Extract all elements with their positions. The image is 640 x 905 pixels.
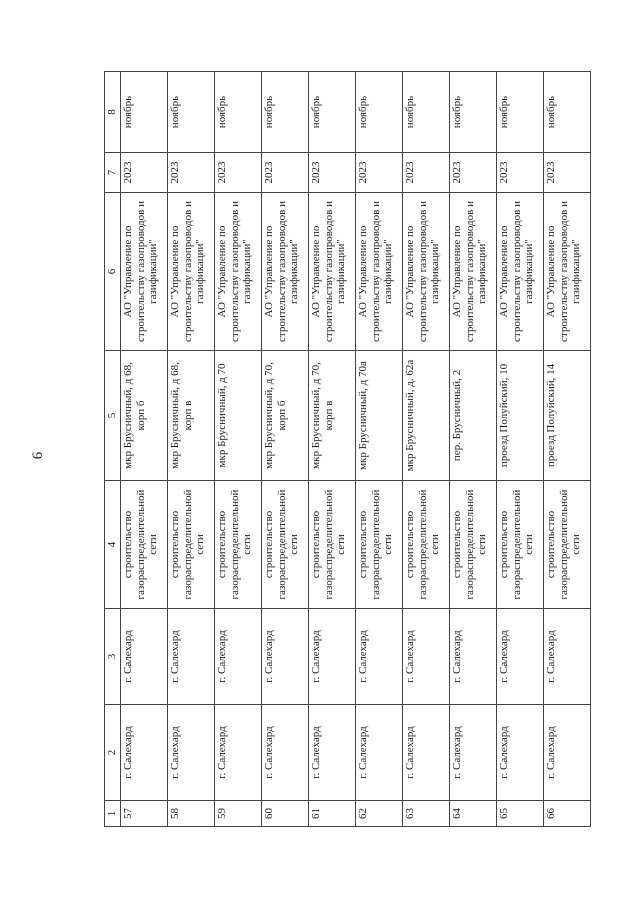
locality-cell: г. Салехард: [121, 609, 168, 705]
district-cell: г. Салехард: [356, 705, 403, 801]
row-number-cell: 66: [544, 801, 591, 827]
table-row: [497, 72, 544, 827]
organization-cell: АО "Управление по строительству газопроводов и газификации": [403, 193, 450, 351]
column-number: 4: [105, 481, 121, 609]
table-row: [262, 72, 309, 827]
table-row: [168, 72, 215, 827]
locality-cell: г. Салехард: [497, 609, 544, 705]
year-cell: 2023: [356, 153, 403, 193]
work-type-cell: строительство газораспределительной сети: [450, 481, 497, 609]
work-type-cell: строительство газораспределительной сети: [262, 481, 309, 609]
address-cell: проезд Полуйский, 14: [544, 351, 591, 481]
column-number: 5: [105, 351, 121, 481]
address-cell: мкр Брусничный, д 70, корп б: [262, 351, 309, 481]
work-type-cell: строительство газораспределительной сети: [215, 481, 262, 609]
year-cell: 2023: [215, 153, 262, 193]
organization-cell: АО "Управление по строительству газопроводов и газификации": [309, 193, 356, 351]
organization-cell: АО "Управление по строительству газопроводов и газификации": [262, 193, 309, 351]
district-cell: г. Салехард: [215, 705, 262, 801]
district-cell: г. Салехард: [403, 705, 450, 801]
month-cell: ноябрь: [168, 72, 215, 153]
month-cell: ноябрь: [356, 72, 403, 153]
work-type-cell: строительство газораспределительной сети: [497, 481, 544, 609]
district-cell: г. Салехард: [168, 705, 215, 801]
month-cell: ноябрь: [450, 72, 497, 153]
locality-cell: г. Салехард: [544, 609, 591, 705]
month-cell: ноябрь: [215, 72, 262, 153]
column-number: 7: [105, 153, 121, 193]
locality-cell: г. Салехард: [450, 609, 497, 705]
locality-cell: г. Салехард: [168, 609, 215, 705]
table-row: [544, 72, 591, 827]
year-cell: 2023: [309, 153, 356, 193]
table-container: [104, 72, 583, 827]
row-number-cell: 58: [168, 801, 215, 827]
year-cell: 2023: [497, 153, 544, 193]
address-cell: пер. Брусничный, 2: [450, 351, 497, 481]
organization-cell: АО "Управление по строительству газопроводов и газификации": [544, 193, 591, 351]
year-cell: 2023: [168, 153, 215, 193]
address-cell: мкр Брусничный, д 68, корп в: [168, 351, 215, 481]
address-cell: мкр Брусничный, д 68, корп б: [121, 351, 168, 481]
year-cell: 2023: [544, 153, 591, 193]
district-cell: г. Салехард: [262, 705, 309, 801]
page-number: 9: [28, 451, 45, 460]
locality-cell: г. Салехард: [403, 609, 450, 705]
work-type-cell: строительство газораспределительной сети: [356, 481, 403, 609]
address-cell: мкр Брусничный, д 70, корп в: [309, 351, 356, 481]
month-cell: ноябрь: [121, 72, 168, 153]
organization-cell: АО "Управление по строительству газопроводов и газификации": [450, 193, 497, 351]
work-type-cell: строительство газораспределительной сети: [168, 481, 215, 609]
organization-cell: АО "Управление по строительству газопроводов и газификации": [497, 193, 544, 351]
row-number-cell: 59: [215, 801, 262, 827]
organization-cell: АО "Управление по строительству газопроводов и газификации": [168, 193, 215, 351]
work-type-cell: строительство газораспределительной сети: [121, 481, 168, 609]
table-row: [450, 72, 497, 827]
column-number: 3: [105, 609, 121, 705]
row-number-cell: 61: [309, 801, 356, 827]
year-cell: 2023: [450, 153, 497, 193]
year-cell: 2023: [262, 153, 309, 193]
column-number: 6: [105, 193, 121, 351]
address-cell: мкр Брусничный, д 70: [215, 351, 262, 481]
organization-cell: АО "Управление по строительству газопроводов и газификации": [121, 193, 168, 351]
row-number-cell: 62: [356, 801, 403, 827]
table-row: [403, 72, 450, 827]
month-cell: ноябрь: [262, 72, 309, 153]
column-number-row: [105, 72, 121, 827]
table-row: [215, 72, 262, 827]
month-cell: ноябрь: [497, 72, 544, 153]
district-cell: г. Салехард: [497, 705, 544, 801]
row-number-cell: 65: [497, 801, 544, 827]
column-number: 8: [105, 72, 121, 153]
table-row: [309, 72, 356, 827]
district-cell: г. Салехард: [309, 705, 356, 801]
district-cell: г. Салехард: [121, 705, 168, 801]
locality-cell: г. Салехард: [262, 609, 309, 705]
row-number-cell: 63: [403, 801, 450, 827]
address-cell: проезд Полуйский, 10: [497, 351, 544, 481]
month-cell: ноябрь: [403, 72, 450, 153]
month-cell: ноябрь: [309, 72, 356, 153]
year-cell: 2023: [121, 153, 168, 193]
column-number: 1: [105, 801, 121, 827]
district-cell: г. Салехард: [450, 705, 497, 801]
organization-cell: АО "Управление по строительству газопроводов и газификации": [215, 193, 262, 351]
organization-cell: АО "Управление по строительству газопроводов и газификации": [356, 193, 403, 351]
locality-cell: г. Салехард: [215, 609, 262, 705]
table-body: [121, 72, 591, 827]
column-number: 2: [105, 705, 121, 801]
district-cell: г. Салехард: [544, 705, 591, 801]
table-row: [121, 72, 168, 827]
row-number-cell: 64: [450, 801, 497, 827]
work-type-cell: строительство газораспределительной сети: [403, 481, 450, 609]
row-number-cell: 57: [121, 801, 168, 827]
row-number-cell: 60: [262, 801, 309, 827]
month-cell: ноябрь: [544, 72, 591, 153]
work-type-cell: строительство газораспределительной сети: [309, 481, 356, 609]
table-row: [356, 72, 403, 827]
locality-cell: г. Салехард: [356, 609, 403, 705]
year-cell: 2023: [403, 153, 450, 193]
work-type-cell: строительство газораспределительной сети: [544, 481, 591, 609]
address-cell: мкр Брусничный, д. 62а: [403, 351, 450, 481]
address-cell: мкр Брусничный, д 70а: [356, 351, 403, 481]
gasification-table: [104, 71, 591, 827]
locality-cell: г. Салехард: [309, 609, 356, 705]
